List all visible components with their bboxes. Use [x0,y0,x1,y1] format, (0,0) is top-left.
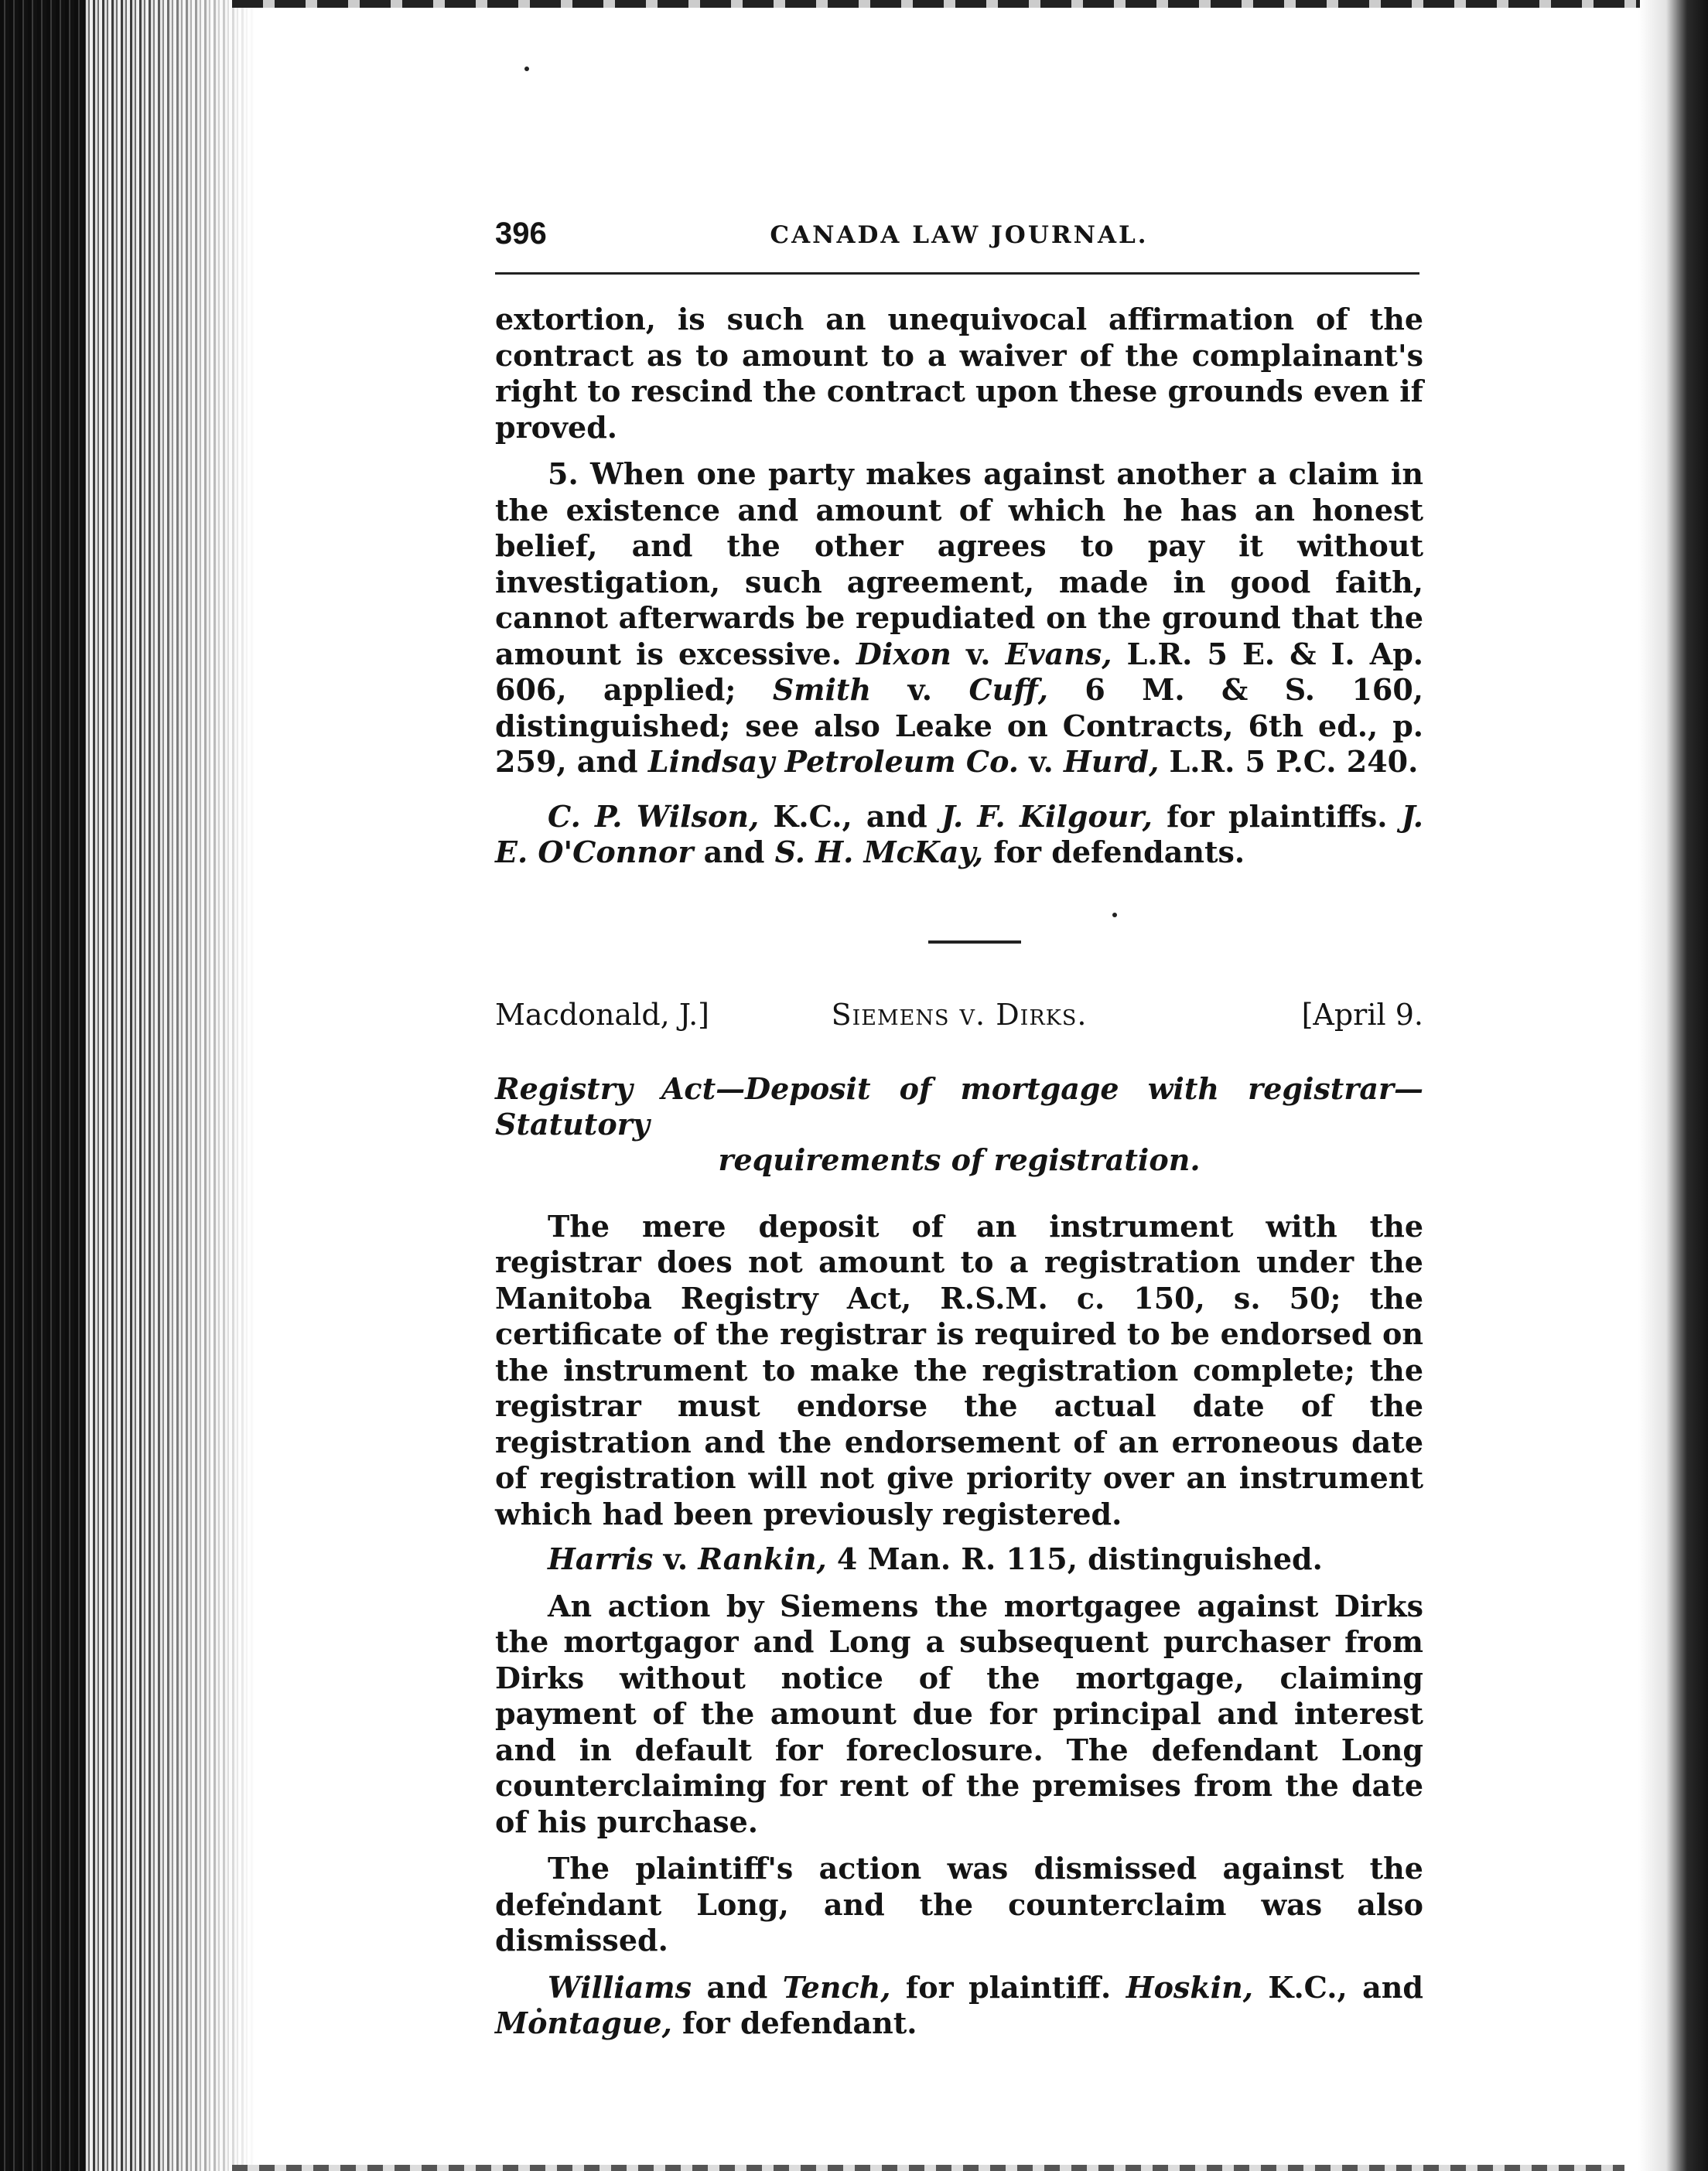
case-header [495,998,1423,1036]
header-rule [495,272,1419,275]
counsel-line-previous: C. P. Wilson, K.C., and J. F. Kilgour, for plaintiffs. J. E. O'Connor and S. H. McKay, for defendants. [495,798,1423,869]
case-date: [April 9. [1301,997,1423,1032]
binding-fade [139,0,255,2171]
book-spine-shadow [0,0,85,2171]
journal-page [495,217,1423,2042]
distinguished-case: Harris v. Rankin, 4 Man. R. 115, distinguished. [548,1541,1323,1576]
headnote-point-5: 5. When one party makes against another a claim in the existence and amount of which he has an honest belief, and the other agrees to pay it without investigation, such agreement, made in good faith, cannot afterwards be repudiated on the ground that the amount is excessive. Dixon v. Evans, L.R. 5 E. & I. Ap. 606, applied; Smith v. Cuff, 6 M. & S. 160, distinguished; see also Leake on Contracts, 6th ed., p. 259, and Lindsay Petroleum Co. v. Hurd, L.R. 5 P.C. 240. [495,456,1424,779]
headnote: The mere deposit of an instrument with the registrar does not amount to a registration under the Manitoba Registry Act, R.S.M. c. 150, s. 50; the certificate of the registrar is required to be endorsed on the instrument to make the registration complete; the registrar must endorse the actual date of the registration and the endorsement of an erroneous date of registration will not give priority over an instrument which had been previously registered. [495,1208,1423,1531]
section-divider [928,940,1021,944]
journal-title: CANADA LAW JOURNAL. [770,221,1149,249]
page-bottom-edge [232,2165,1624,2171]
counsel-line: Williams and Tench, for plaintiff. Hoskin, K.C., and Montague, for defendant. [495,1969,1423,2040]
scan-speck [524,67,529,71]
catchwords-line-1: Registry Act—Deposit of mortgage with registrar—Statutory [495,1070,1423,1142]
page-top-edge [232,0,1640,8]
page-number: 396 [495,217,547,251]
action-summary: An action by Siemens the mortgagee against Dirks the mortgagor and Long a subsequent purchaser from Dirks without notice of the mortgage, claiming payment of the amount due for principal and interest and in default for foreclosure. The defendant Long counterclaiming for rent of the premises from the date of his purchase. [495,1588,1423,1839]
catchwords-line-2: requirements of registration. [718,1142,1201,1177]
page-right-edge [1638,0,1708,2171]
continued-paragraph: extortion, is such an unequivocal affirmation of the contract as to amount to a waiver of the complainant's right to rescind the contract upon these grounds even if proved. [495,302,1423,445]
case-judge: Macdonald, J.] [495,997,710,1032]
running-head [495,217,1423,263]
catchwords [495,1071,1423,1178]
result-paragraph: The plaintiff's action was dismissed against the defendant Long, and the counterclaim was also dismissed. [495,1851,1423,1958]
case-name: Siemens v. Dirks. [831,997,1088,1032]
